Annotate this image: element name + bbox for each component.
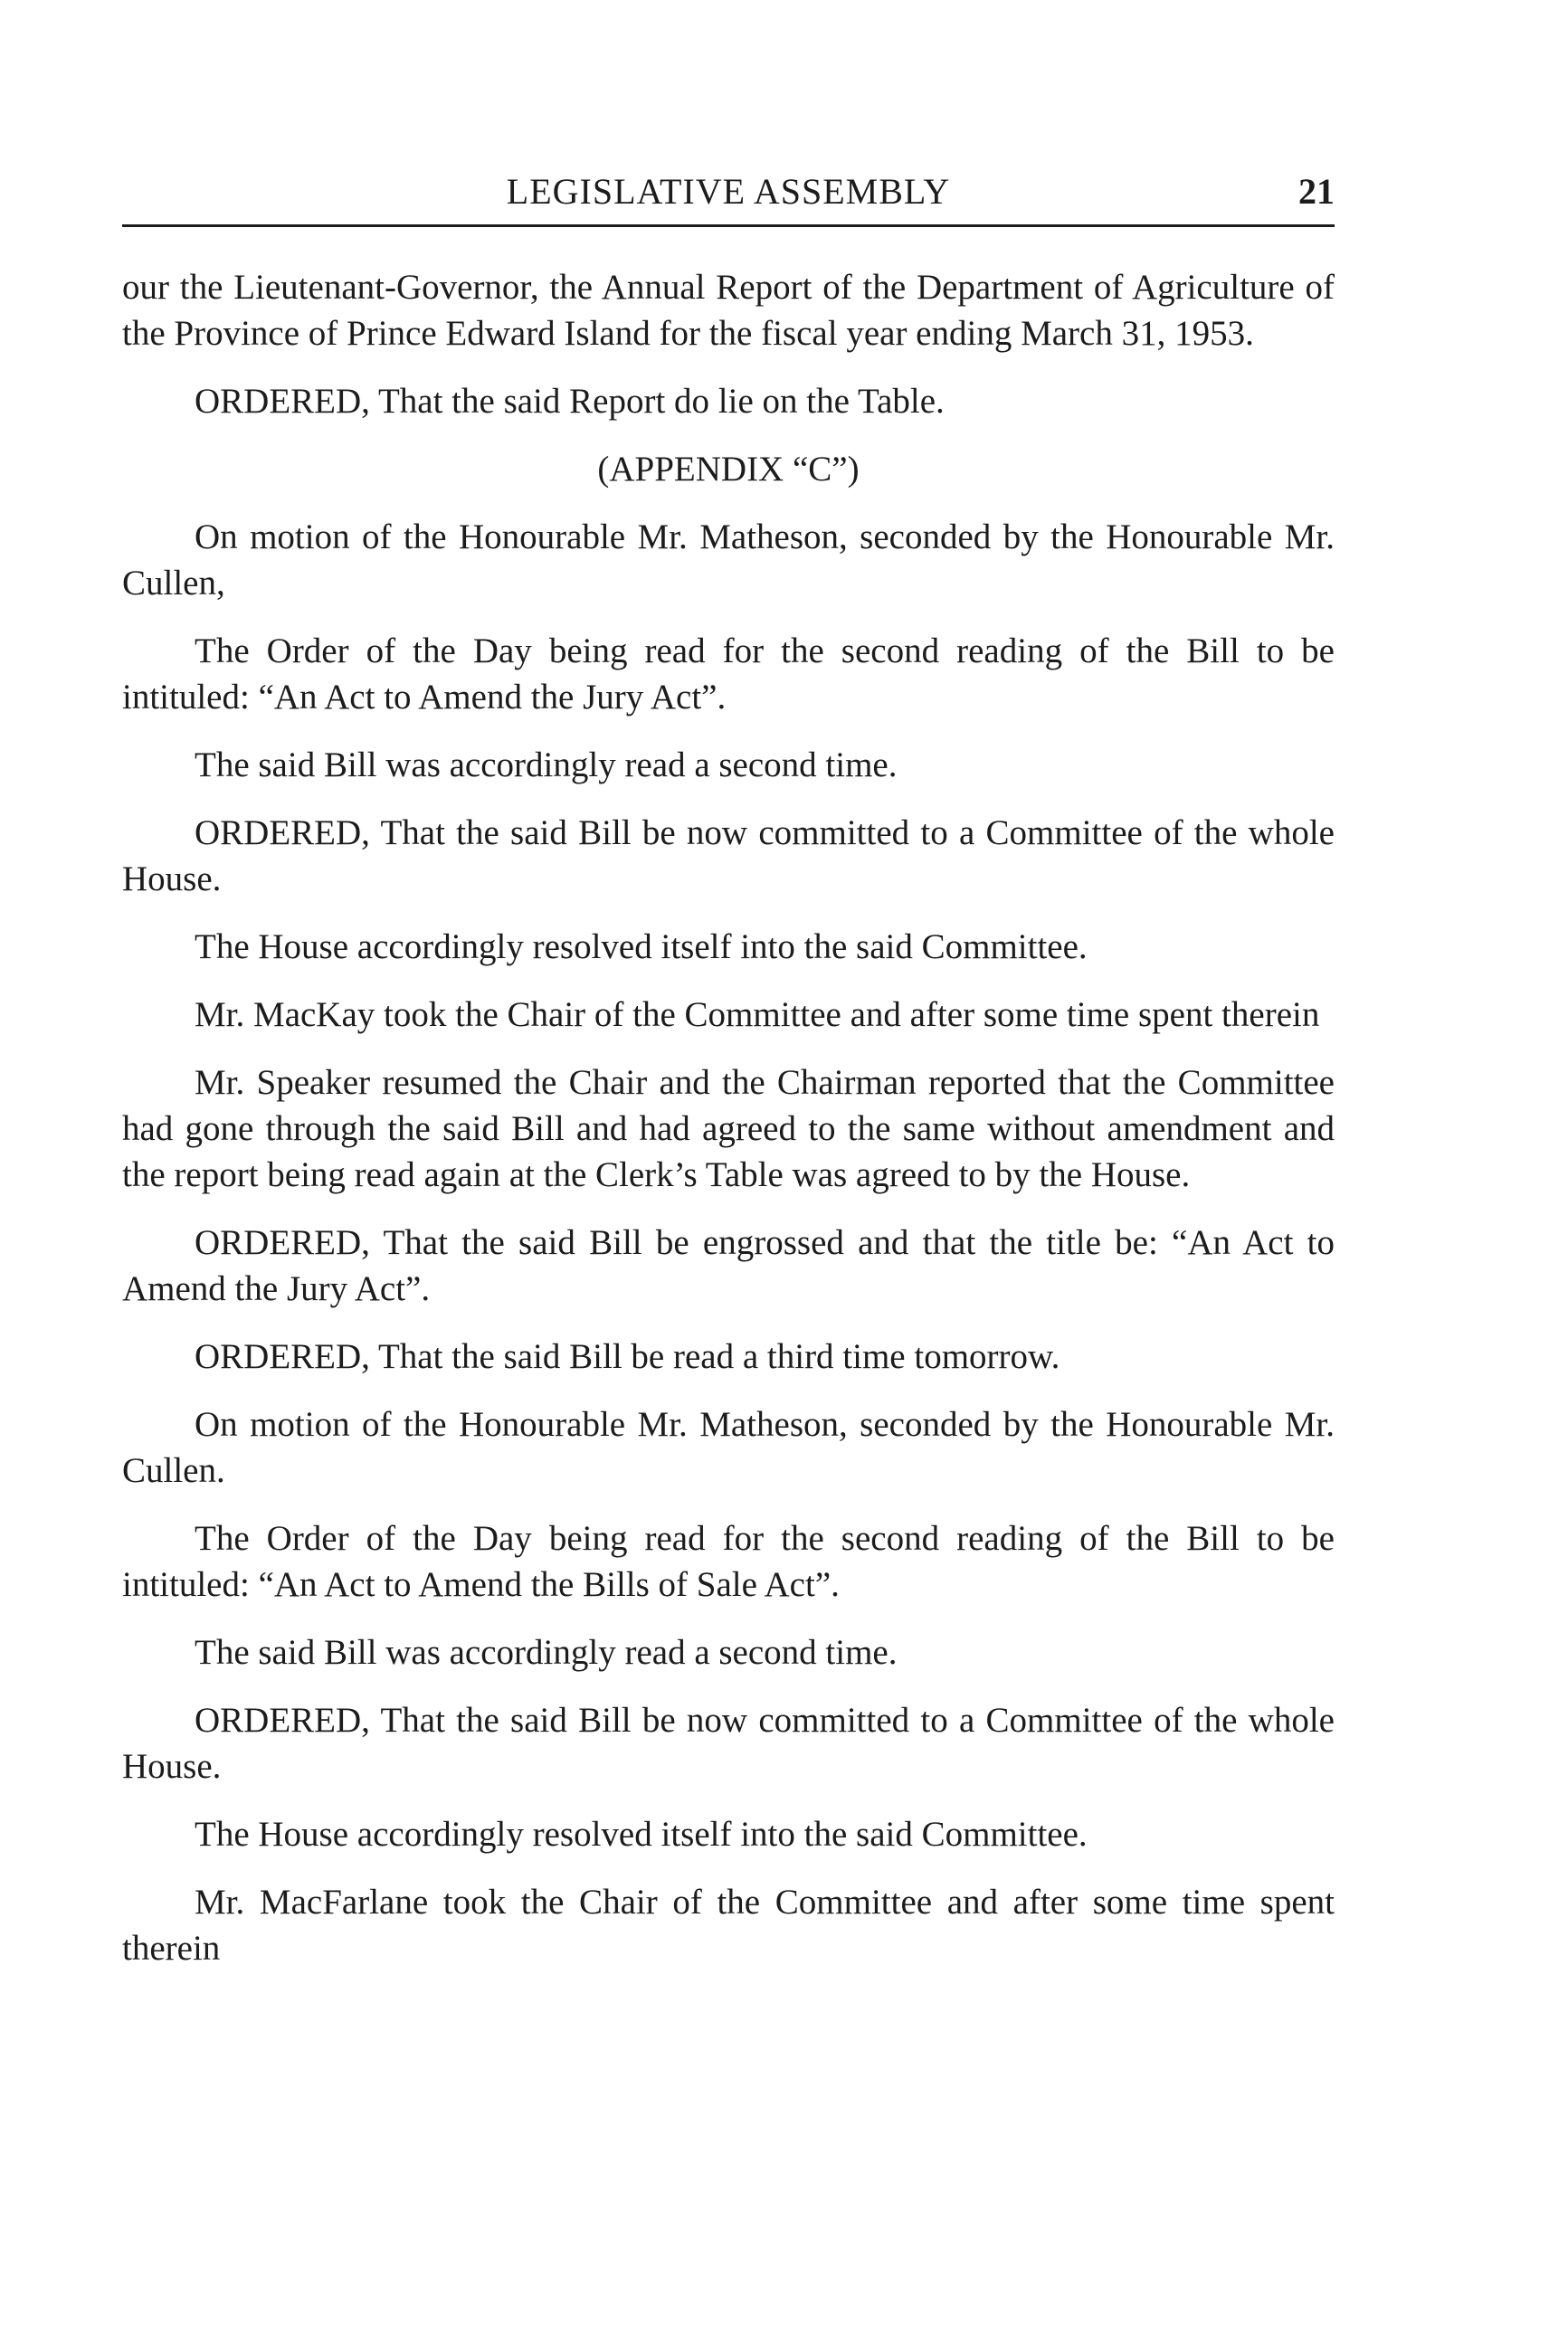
paragraph-order-report-table: ORDERED, That the said Report do lie on the Table. bbox=[195, 382, 945, 421]
paragraph-second-reading-bills-of-sale: The said Bill was accordingly read a second time. bbox=[195, 1633, 898, 1672]
paragraph-engrossed-jury-act: ORDERED, That the said Bill be engrossed and that the title be: “An Act to Amend the Jury Act”. bbox=[122, 1223, 1335, 1308]
paragraph-order-of-day-bills-of-sale: The Order of the Day being read for the second reading of the Bill to be intituled: “An Act to Amend the Bills of Sale Act”. bbox=[122, 1519, 1335, 1604]
appendix-heading: (APPENDIX “C”) bbox=[597, 450, 860, 489]
header-rule bbox=[122, 224, 1335, 227]
paragraph-house-resolved-jury-act: The House accordingly resolved itself into the said Committee. bbox=[195, 927, 1088, 966]
paragraph-motion-jury-act: On motion of the Honourable Mr. Matheson, seconded by the Honourable Mr. Cullen, bbox=[122, 517, 1335, 603]
running-title: LEGISLATIVE ASSEMBLY bbox=[506, 171, 951, 212]
paragraph-motion-bills-of-sale: On motion of the Honourable Mr. Matheson, seconded by the Honourable Mr. Cullen. bbox=[122, 1405, 1335, 1490]
paragraph-order-of-day-jury-act: The Order of the Day being read for the second reading of the Bill to be intituled: “An Act to Amend the Jury Act”. bbox=[122, 631, 1335, 717]
body-text bbox=[122, 264, 1335, 1993]
paragraph-mackay-chair: Mr. MacKay took the Chair of the Committee and after some time spent therein bbox=[195, 995, 1320, 1034]
paragraph-committed-jury-act: ORDERED, That the said Bill be now committed to a Committee of the whole House. bbox=[122, 813, 1335, 898]
paragraph-speaker-resumed: Mr. Speaker resumed the Chair and the Chairman reported that the Committee had gone through the said Bill and had agreed to the same without amendment and the report being read again at the Clerk’s Table was agreed to by the House. bbox=[122, 1063, 1335, 1194]
paragraph-third-reading-jury-act: ORDERED, That the said Bill be read a third time tomorrow. bbox=[195, 1337, 1060, 1376]
paragraph-macfarlane-chair: Mr. MacFarlane took the Chair of the Committee and after some time spent therein bbox=[122, 1883, 1335, 1968]
paragraph-second-reading-jury-act: The said Bill was accordingly read a second time. bbox=[195, 745, 898, 784]
paragraph-report-continuation: our the Lieutenant-Governor, the Annual Report of the Department of Agriculture of the Province of Prince Edward Island for the fiscal year ending March 31, 1953. bbox=[122, 268, 1335, 353]
paragraph-committed-bills-of-sale: ORDERED, That the said Bill be now committed to a Committee of the whole House. bbox=[122, 1701, 1335, 1786]
page-number: 21 bbox=[1298, 171, 1335, 212]
paragraph-house-resolved-bills-of-sale: The House accordingly resolved itself into the said Committee. bbox=[195, 1815, 1088, 1854]
running-header bbox=[122, 165, 1335, 219]
